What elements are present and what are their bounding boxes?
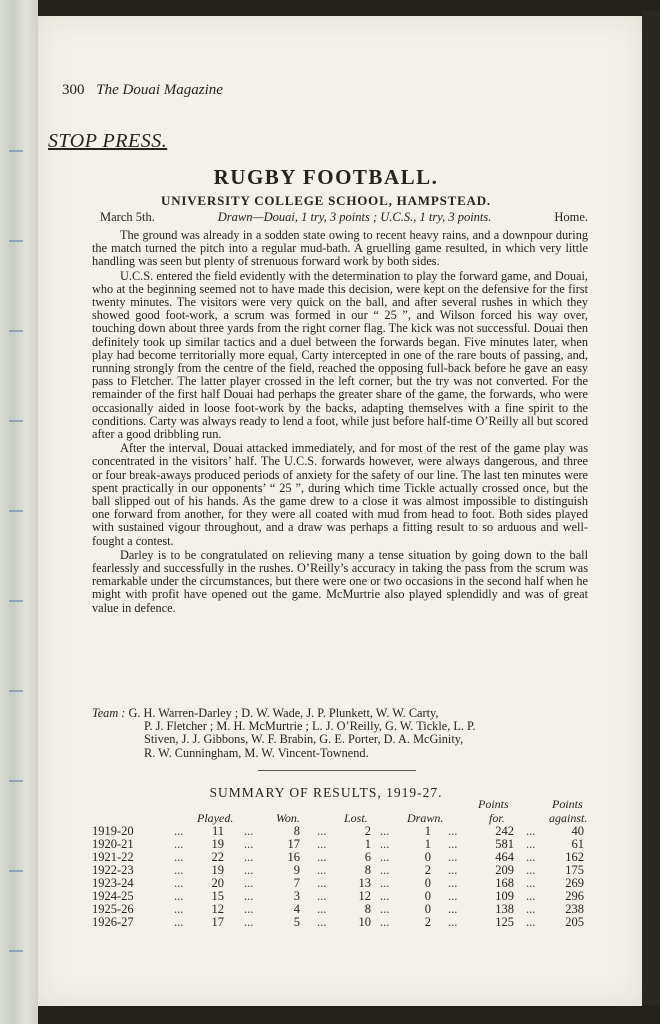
section-heading: STOP PRESS. <box>48 130 168 152</box>
leader-dots: ... <box>526 850 536 864</box>
cell-won: 9 <box>293 863 300 877</box>
table-row <box>92 876 592 889</box>
cell-drawn: 2 <box>424 915 431 929</box>
leader-dots: ... <box>244 876 254 890</box>
cell-played: 12 <box>211 902 224 916</box>
cell-played: 20 <box>211 876 224 890</box>
leader-dots: ... <box>244 824 254 838</box>
cell-won: 3 <box>293 889 300 903</box>
cell-won: 8 <box>293 824 300 838</box>
cell-won: 7 <box>293 876 300 890</box>
paragraph: Darley is to be congratulated on relieving many a tense situation by going down to the ball fearlessly and successfully in the rushes. O’Reilly’s accuracy in taking the pass from the scrum was remarkable under the circumstances, but there were one or two occasions in the second half when he might with profit have opened out the game. McMurtrie also played splendidly and was of great value in defence. <box>92 547 588 615</box>
cell-played: 15 <box>211 889 224 903</box>
header-points-for-line2: for. <box>489 811 505 825</box>
leader-dots: ... <box>448 876 458 890</box>
cell-season: 1923-24 <box>92 876 134 890</box>
cell-against: 162 <box>565 850 584 864</box>
magazine-title: The Douai Magazine <box>96 82 223 98</box>
cell-lost: 1 <box>364 837 371 851</box>
cell-for: 125 <box>495 915 514 929</box>
leader-dots: ... <box>526 915 536 929</box>
cell-played: 19 <box>211 837 224 851</box>
article-subtitle: UNIVERSITY COLLEGE SCHOOL, HAMPSTEAD. <box>161 193 491 208</box>
leader-dots: ... <box>174 863 184 877</box>
cell-drawn: 1 <box>424 824 431 838</box>
table-row <box>92 902 592 915</box>
leader-dots: ... <box>317 837 327 851</box>
running-header <box>62 82 223 99</box>
cell-against: 40 <box>571 824 584 838</box>
cell-lost: 8 <box>364 863 371 877</box>
cell-against: 269 <box>565 876 584 890</box>
cell-played: 11 <box>211 824 224 838</box>
summary-title: SUMMARY OF RESULTS, 1919-27. <box>209 785 443 800</box>
cell-against: 296 <box>565 889 584 903</box>
leader-dots: ... <box>380 889 390 903</box>
cell-lost: 6 <box>364 850 371 864</box>
leader-dots: ... <box>174 837 184 851</box>
header-won: Won. <box>276 811 300 825</box>
leader-dots: ... <box>380 850 390 864</box>
cell-won: 5 <box>293 915 300 929</box>
leader-dots: ... <box>244 915 254 929</box>
leader-dots: ... <box>174 889 184 903</box>
match-date: March 5th. <box>100 210 155 224</box>
cell-for: 168 <box>495 876 514 890</box>
book-spine-edge <box>0 0 38 1024</box>
table-row <box>92 850 592 863</box>
cell-lost: 2 <box>364 824 371 838</box>
leader-dots: ... <box>317 889 327 903</box>
cell-played: 17 <box>211 915 224 929</box>
team-label: Team : <box>92 706 126 720</box>
header-points-against-line2: against. <box>549 811 588 825</box>
leader-dots: ... <box>380 915 390 929</box>
leader-dots: ... <box>174 915 184 929</box>
leader-dots: ... <box>244 902 254 916</box>
article-body <box>92 229 588 616</box>
page-right-edge <box>642 10 660 1010</box>
leader-dots: ... <box>244 863 254 877</box>
table-row <box>92 837 592 850</box>
leader-dots: ... <box>526 824 536 838</box>
cell-drawn: 0 <box>424 850 431 864</box>
cell-played: 19 <box>211 863 224 877</box>
leader-dots: ... <box>526 863 536 877</box>
match-result: Drawn—Douai, 1 try, 3 points ; U.C.S., 1 try, 3 points. <box>217 210 492 224</box>
team-line: Stiven, J. J. Gibbons, W. F. Brabin, G. E. Porter, D. A. McGinity, <box>144 732 464 747</box>
header-lost: Lost. <box>344 811 368 825</box>
cell-for: 581 <box>495 837 514 851</box>
leader-dots: ... <box>526 876 536 890</box>
leader-dots: ... <box>174 824 184 838</box>
divider-rule <box>258 770 416 771</box>
team-line: P. J. Fletcher ; M. H. McMurtrie ; L. J. O’Reilly, G. W. Tickle, L. P. <box>144 719 476 734</box>
leader-dots: ... <box>448 824 458 838</box>
leader-dots: ... <box>317 863 327 877</box>
cell-against: 61 <box>571 837 584 851</box>
leader-dots: ... <box>526 889 536 903</box>
team-list <box>92 707 588 760</box>
page-number: 300 <box>62 82 85 98</box>
leader-dots: ... <box>317 915 327 929</box>
leader-dots: ... <box>448 837 458 851</box>
table-row <box>92 863 592 876</box>
cell-for: 242 <box>495 824 514 838</box>
cell-for: 209 <box>495 863 514 877</box>
table-row <box>92 915 592 928</box>
cell-won: 4 <box>293 902 300 916</box>
leader-dots: ... <box>448 889 458 903</box>
cell-lost: 8 <box>364 902 371 916</box>
header-points-for-line1: Points <box>478 797 509 811</box>
paragraph: After the interval, Douai attacked immediately, and for most of the rest of the game play was concentrated in the visitors’ half. The U.C.S. forwards however, were always dangerous, and three or four break-aways produced periods of anxiety for the safety of our line. The last ten minutes were spent practically in our opponents’ “ 25 ”, during which time Tickle actually crossed once, but the ball slipped out of his hands. As the game drew to a close it was almost impossible to distinguish one forward from another, for they were all coated with mud from head to foot. Both sides played with sustained vigour throughout, and a draw was perhaps a fitting result to so arduous and well-fought a contest. <box>92 441 588 548</box>
cell-drawn: 0 <box>424 889 431 903</box>
cell-drawn: 2 <box>424 863 431 877</box>
cell-lost: 13 <box>358 876 371 890</box>
leader-dots: ... <box>448 902 458 916</box>
leader-dots: ... <box>448 863 458 877</box>
paragraph: U.C.S. entered the field evidently with the determination to play the forward game, and Douai, who at the beginning seemed not to have made this decision, were kept on the defensive for the first twenty minutes. The visitors were very quick on the ball, and after several rushes in which they showed good foot-work, a scrum was formed in our “ 25 ”, and Wilson forced his way over, touching down about three yards from the right corner flag. The kick was not successful. Douai then definitely took up similar tactics and a duel between the forwards began. Five minutes later, when play had become territorially more equal, Carty intercepted in one of the rare bouts of passing, and, running strongly from the centre of the field, reached the opposing full-back before he gave an easy pass to Fletcher. The latter player crossed in the left corner, but the try was not converted. For the remainder of the first half Douai had perhaps the greater share of the game, the forwards, who were occasionally aided in loose foot-work by the backs, adapting themselves with a fine spirit to the conditions. Carty was always ready to lend a foot, while just before half-time O’Reilly all but scored after a good dribbling run. <box>92 268 588 442</box>
article-title: RUGBY FOOTBALL. <box>213 165 439 189</box>
leader-dots: ... <box>244 889 254 903</box>
leader-dots: ... <box>317 850 327 864</box>
cell-season: 1920-21 <box>92 837 134 851</box>
team-line: G. H. Warren-Darley ; D. W. Wade, J. P. Plunkett, W. W. Carty, <box>128 706 439 720</box>
leader-dots: ... <box>526 902 536 916</box>
leader-dots: ... <box>317 876 327 890</box>
cell-for: 138 <box>495 902 514 916</box>
leader-dots: ... <box>244 850 254 864</box>
cell-against: 205 <box>565 915 584 929</box>
leader-dots: ... <box>380 902 390 916</box>
leader-dots: ... <box>380 863 390 877</box>
leader-dots: ... <box>380 837 390 851</box>
cell-against: 238 <box>565 902 584 916</box>
leader-dots: ... <box>317 902 327 916</box>
cell-season: 1921-22 <box>92 850 134 864</box>
cell-for: 464 <box>495 850 514 864</box>
paragraph: The ground was already in a sodden state owing to recent heavy rains, and a downpour during the match turned the pitch into a regular mud-bath. A gruelling game resulted, in which very little handling was seen but plenty of strenuous forward work by both sides. <box>92 228 588 269</box>
cell-season: 1925-26 <box>92 902 134 916</box>
cell-season: 1926-27 <box>92 915 134 929</box>
header-drawn: Drawn. <box>407 811 444 825</box>
cell-season: 1924-25 <box>92 889 134 903</box>
cell-played: 22 <box>211 850 224 864</box>
team-line: R. W. Cunningham, M. W. Vincent-Townend. <box>144 745 369 760</box>
match-result-line <box>100 210 588 225</box>
leader-dots: ... <box>448 850 458 864</box>
cell-for: 109 <box>495 889 514 903</box>
cell-lost: 12 <box>358 889 371 903</box>
cell-against: 175 <box>565 863 584 877</box>
cell-drawn: 0 <box>424 876 431 890</box>
table-row <box>92 889 592 902</box>
cell-season: 1919-20 <box>92 824 134 838</box>
header-played: Played. <box>197 811 234 825</box>
match-venue: Home. <box>554 210 588 224</box>
header-points-against-line1: Points <box>552 797 583 811</box>
leader-dots: ... <box>317 824 327 838</box>
cell-drawn: 1 <box>424 837 431 851</box>
cell-season: 1922-23 <box>92 863 134 877</box>
binding-bottom <box>38 1006 660 1024</box>
leader-dots: ... <box>380 876 390 890</box>
table-row <box>92 824 592 837</box>
cell-won: 17 <box>287 837 300 851</box>
leader-dots: ... <box>174 902 184 916</box>
cell-drawn: 0 <box>424 902 431 916</box>
leader-dots: ... <box>244 837 254 851</box>
cell-lost: 10 <box>358 915 371 929</box>
leader-dots: ... <box>526 837 536 851</box>
cell-won: 16 <box>287 850 300 864</box>
leader-dots: ... <box>448 915 458 929</box>
leader-dots: ... <box>174 876 184 890</box>
leader-dots: ... <box>380 824 390 838</box>
binding-top <box>38 0 660 16</box>
leader-dots: ... <box>174 850 184 864</box>
